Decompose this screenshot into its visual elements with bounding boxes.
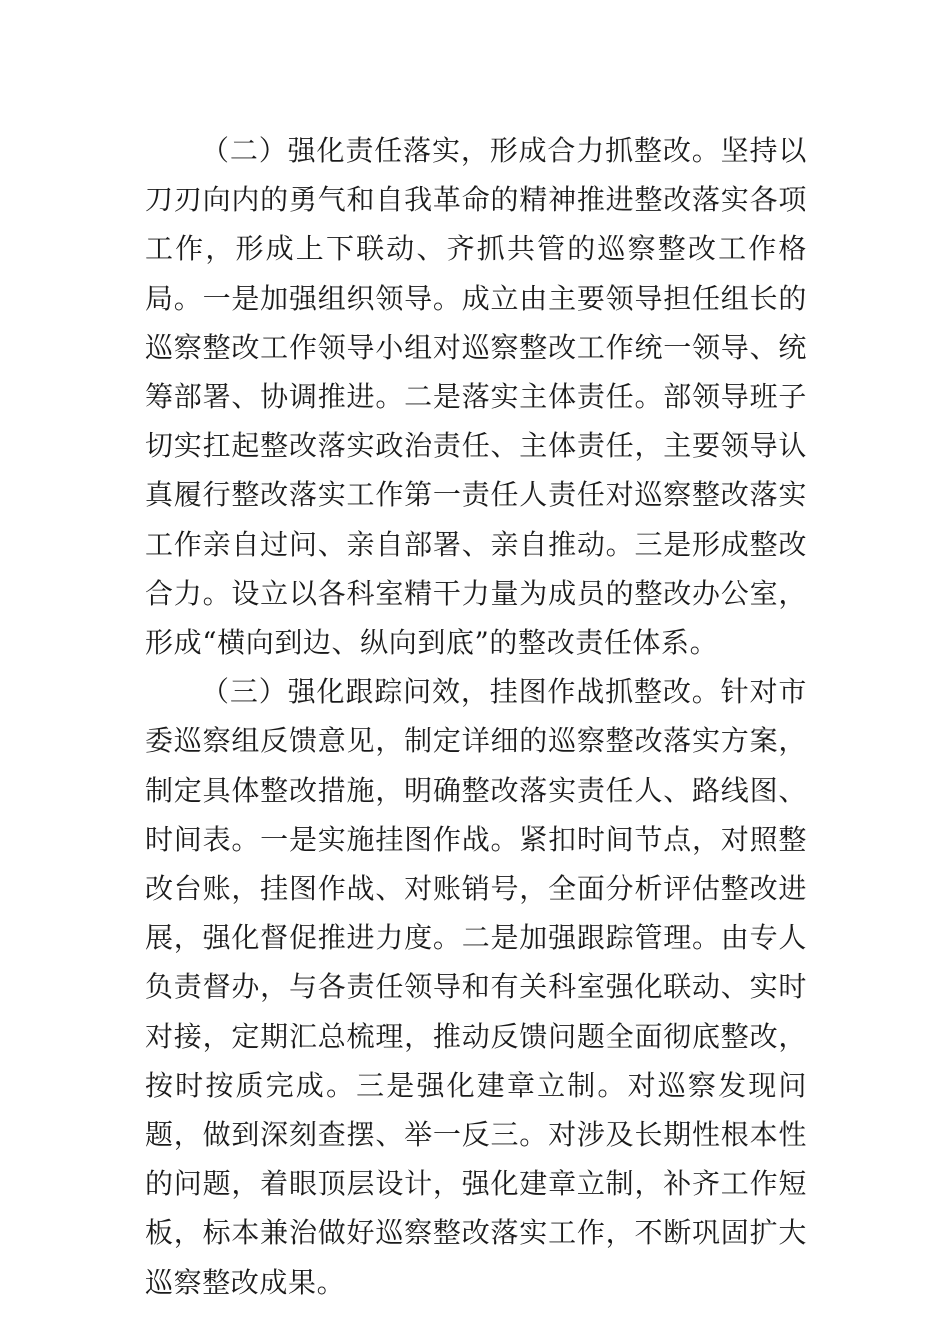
paragraph-section-three: （三）强化跟踪问效，挂图作战抓整改。针对市委巡察组反馈意见，制定详细的巡察整改落实方案，制定具体整改措施，明确整改落实责任人、路线图、时间表。一是实施挂图作战。紧扣时间节点，对照整改台账，挂图作战、对账销号，全面分析评估整改进展，强化督促推进力度。二是加强跟踪管理。由专人负责督办，与各责任领导和有关科室强化联动、实时对接，定期汇总梳理，推动反馈问题全面彻底整改，按时按质完成。三是强化建章立制。对巡察发现问题，做到深刻查摆、举一反三。对涉及长期性根本性的问题，着眼顶层设计，强化建章立制，补齐工作短板，标本兼治做好巡察整改落实工作，不断巩固扩大巡察整改成果。	[145, 675, 807, 1299]
document-body	[145, 126, 807, 1307]
paragraph-section-two: （二）强化责任落实，形成合力抓整改。坚持以刀刃向内的勇气和自我革命的精神推进整改落实各项工作，形成上下联动、齐抓共管的巡察整改工作格局。一是加强组织领导。成立由主要领导担任组长的巡察整改工作领导小组对巡察整改工作统一领导、统筹部署、协调推进。二是落实主体责任。部领导班子切实扛起整改落实政治责任、主体责任，主要领导认真履行整改落实工作第一责任人责任对巡察整改落实工作亲自过问、亲自部署、亲自推动。三是形成整改合力。设立以各科室精干力量为成员的整改办公室，形成“横向到边、纵向到底”的整改责任体系。	[145, 134, 807, 660]
